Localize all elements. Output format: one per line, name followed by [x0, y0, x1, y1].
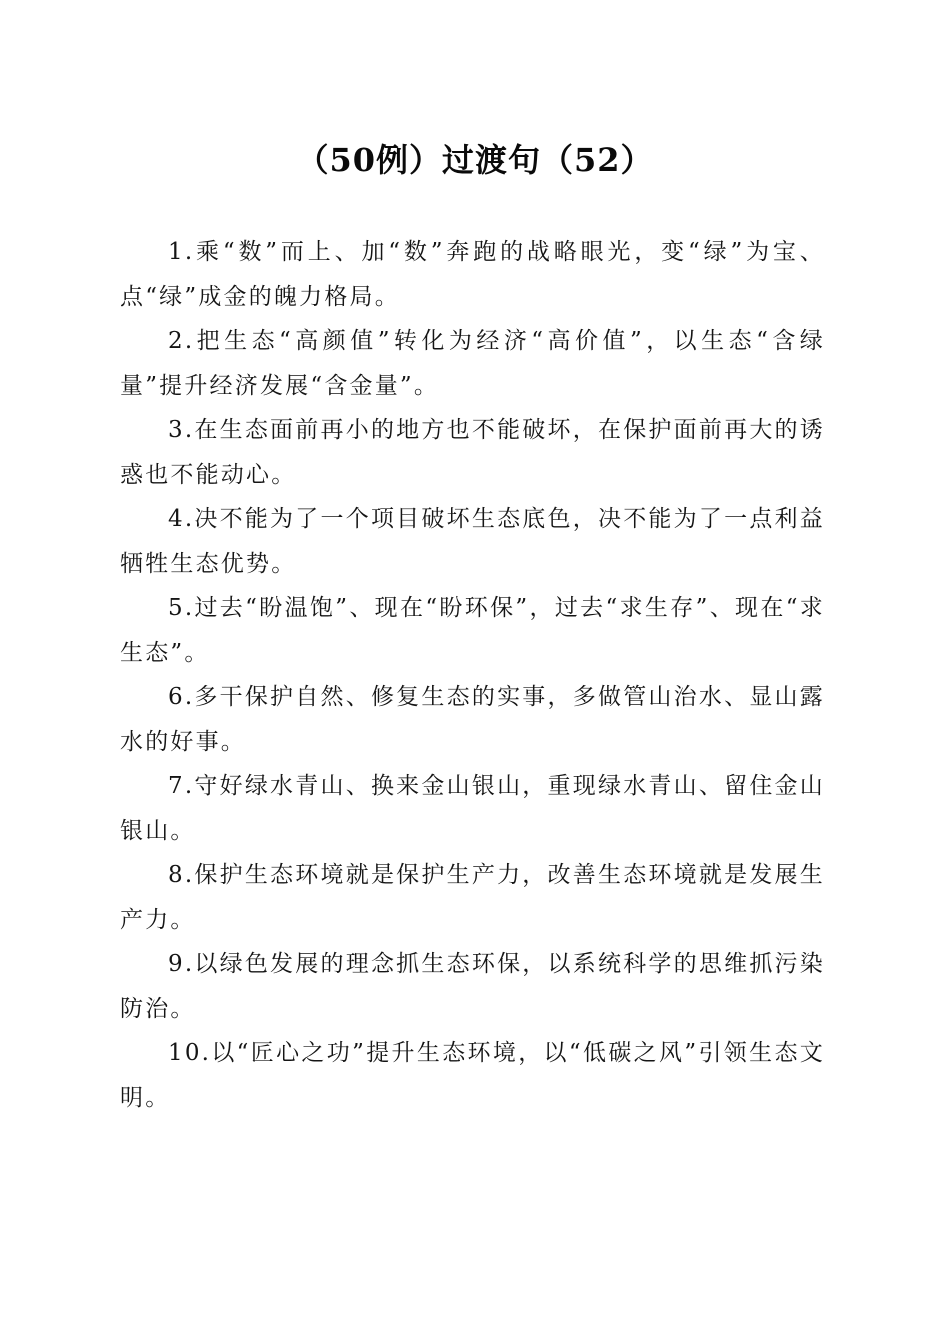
list-item: 5.过去“盼温饱”、现在“盼环保”，过去“求生存”、现在“求生态”。 [120, 595, 825, 666]
list-item: 6.多干保护自然、修复生态的实事，多做管山治水、显山露水的好事。 [120, 684, 825, 755]
list-item: 3.在生态面前再小的地方也不能破坏，在保护面前再大的诱惑也不能动心。 [120, 417, 825, 488]
list-item: 4.决不能为了一个项目破坏生态底色，决不能为了一点利益牺牲生态优势。 [120, 506, 825, 577]
document-title: （50例）过渡句（52） [296, 141, 654, 179]
list-item: 2.把生态“高颜值”转化为经济“高价值”，以生态“含绿量”提升经济发展“含金量”。 [120, 328, 825, 399]
list-item: 9.以绿色发展的理念抓生态环保，以系统科学的思维抓污染防治。 [120, 951, 825, 1022]
document-body [120, 230, 825, 1120]
list-item: 10.以“匠心之功”提升生态环境，以“低碳之风”引领生态文明。 [120, 1040, 825, 1111]
list-item: 7.守好绿水青山、换来金山银山，重现绿水青山、留住金山银山。 [120, 773, 825, 844]
list-item: 1.乘“数”而上、加“数”奔跑的战略眼光，变“绿”为宝、点“绿”成金的魄力格局。 [120, 239, 825, 310]
list-item: 8.保护生态环境就是保护生产力，改善生态环境就是发展生产力。 [120, 862, 825, 933]
